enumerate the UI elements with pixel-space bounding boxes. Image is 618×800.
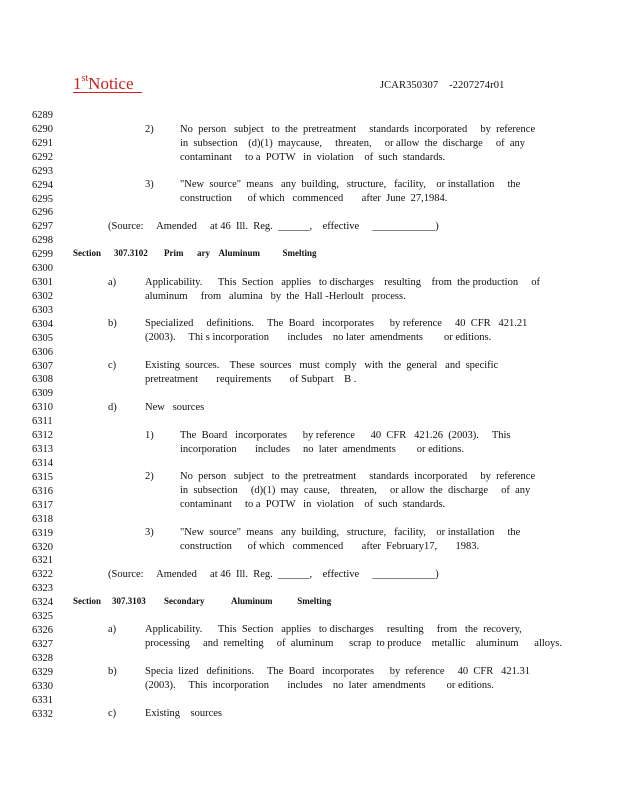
marker-d-1: d) (108, 402, 117, 413)
notice-number: 1 (73, 74, 82, 93)
line-number: 6327 (32, 638, 53, 650)
line-number: 6307 (32, 360, 53, 372)
text-b-1-line1: Specialized definitions. The Board incorporates by reference 40 CFR 421.21 (145, 318, 528, 329)
document-id: JCAR350307 -2207274r01 (380, 80, 505, 91)
line-number: 6326 (32, 625, 53, 637)
text-2-d-line2: in subsection (d)(1) may cause, threaten, or allow the discharge of any (180, 485, 531, 496)
marker-b-2: b) (108, 666, 117, 677)
line-number: 6297 (32, 221, 53, 233)
line-number: 6308 (32, 374, 53, 386)
line-number: 6310 (32, 402, 53, 414)
section-id-3103: 307.3103 (112, 596, 146, 606)
notice-label (73, 74, 142, 94)
line-number: 6311 (32, 416, 53, 428)
line-number: 6319 (32, 527, 53, 539)
text-a-1-line2: aluminum from alumina by the Hall -Herloult process. (145, 291, 406, 302)
text-2-prev-line3: contaminant to a POTW in violation of such standards. (180, 152, 446, 163)
line-number: 6320 (32, 541, 53, 553)
text-2-prev-line2: in subsection (d)(1) maycause, threaten, or allow the discharge of any (180, 138, 526, 149)
text-d-1-line1: New sources (145, 402, 205, 413)
text-2-d-line3: contaminant to a POTW in violation of such standards. (180, 499, 446, 510)
text-c-1-line2: pretreatment requirements of Subpart B . (145, 374, 357, 385)
marker-1-d: 1) (145, 430, 154, 441)
text-3-d-line2: construction of which commenced after February17, 1983. (180, 541, 480, 552)
section-title-3103: Secondary Aluminum Smelting (164, 596, 332, 606)
text-b-1-line2: (2003). Thi s incorporation includes no later amendments or editions. (145, 332, 492, 343)
source-note-1: (Source: Amended at 46 Ill. Reg. ______, effective ____________) (108, 221, 439, 232)
line-number: 6300 (32, 263, 53, 275)
line-number: 6293 (32, 165, 53, 177)
line-number: 6294 (32, 179, 53, 191)
line-number: 6290 (32, 123, 53, 135)
line-number: 6295 (32, 193, 53, 205)
line-number: 6324 (32, 597, 53, 609)
marker-a-1: a) (108, 277, 117, 288)
line-number: 6306 (32, 346, 53, 358)
marker-3-d: 3) (145, 527, 154, 538)
line-number: 6314 (32, 458, 53, 469)
line-number: 6323 (32, 583, 53, 595)
text-c-1-line1: Existing sources. These sources must comply with the general and specific (145, 360, 499, 371)
text-3-prev-line1: "New source" means any building, structure, facility, or installation the (180, 179, 521, 190)
text-b-2-line1: Specia lized definitions. The Board incorporates by reference 40 CFR 421.31 (145, 666, 531, 677)
notice-word: Notice (88, 74, 134, 93)
line-number: 6305 (32, 332, 53, 344)
marker-c-1: c) (108, 360, 117, 371)
text-3-prev-line2: construction of which commenced after June 27,1984. (180, 193, 448, 204)
line-number: 6317 (32, 499, 53, 511)
section-num-3102: Section (73, 248, 101, 258)
line-number: 6331 (32, 694, 53, 706)
line-number: 6313 (32, 444, 53, 456)
line-number: 6332 (32, 708, 53, 720)
line-number: 6312 (32, 430, 53, 442)
line-number: 6296 (32, 207, 53, 219)
section-num-3103: Section (73, 596, 101, 606)
line-number: 6330 (32, 680, 53, 692)
marker-2-prev: 2) (145, 124, 154, 135)
line-number: 6328 (32, 652, 53, 664)
line-number: 6302 (32, 290, 53, 302)
line-number: 6321 (32, 555, 53, 567)
marker-3-prev: 3) (145, 179, 154, 190)
line-number: 6292 (32, 151, 53, 163)
line-number: 6315 (32, 471, 53, 483)
text-a-1-line1: Applicability. This Section applies to discharges resulting from the production of (145, 277, 540, 288)
marker-b-1: b) (108, 318, 117, 329)
text-2-prev-line1: No person subject to the pretreatment standards incorporated by reference (180, 124, 536, 135)
line-number: 6318 (32, 513, 53, 525)
text-a-2-line2: processing and remelting of aluminum scrap to produce metallic aluminum alloys. (145, 638, 562, 649)
marker-c-2: c) (108, 708, 117, 719)
line-number: 6316 (32, 485, 53, 497)
text-2-d-line1: No person subject to the pretreatment standards incorporated by reference (180, 471, 536, 482)
line-number: 6325 (32, 611, 53, 623)
line-number: 6329 (32, 666, 53, 678)
line-number: 6309 (32, 388, 53, 400)
text-1-d-line1: The Board incorporates by reference 40 CFR 421.26 (2003). This (180, 430, 511, 441)
text-c-2-line1: Existing sources (145, 708, 222, 719)
text-1-d-line2: incorporation includes no later amendments or editions. (180, 444, 465, 455)
line-number: 6301 (32, 277, 53, 289)
notice-superscript: st (81, 73, 89, 84)
text-b-2-line2: (2003). This incorporation includes no later amendments or editions. (145, 680, 494, 691)
line-number: 6322 (32, 569, 53, 581)
line-number: 6304 (32, 318, 53, 330)
text-3-d-line1: "New source" means any building, structure, facility, or installation the (180, 527, 521, 538)
marker-a-2: a) (108, 624, 117, 635)
line-number: 6299 (32, 249, 53, 261)
section-id-3102: 307.3102 (114, 248, 148, 258)
line-number: 6289 (32, 110, 53, 121)
line-number: 6298 (32, 235, 53, 247)
source-note-2: (Source: Amended at 46 Ill. Reg. ______, effective ____________) (108, 569, 439, 580)
marker-2-d: 2) (145, 471, 154, 482)
text-a-2-line1: Applicability. This Section applies to discharges resulting from the recovery, (145, 624, 522, 635)
line-number: 6291 (32, 137, 53, 149)
line-number: 6303 (32, 304, 53, 316)
section-title-3102: Prim ary Aluminum Smelting (164, 248, 317, 258)
